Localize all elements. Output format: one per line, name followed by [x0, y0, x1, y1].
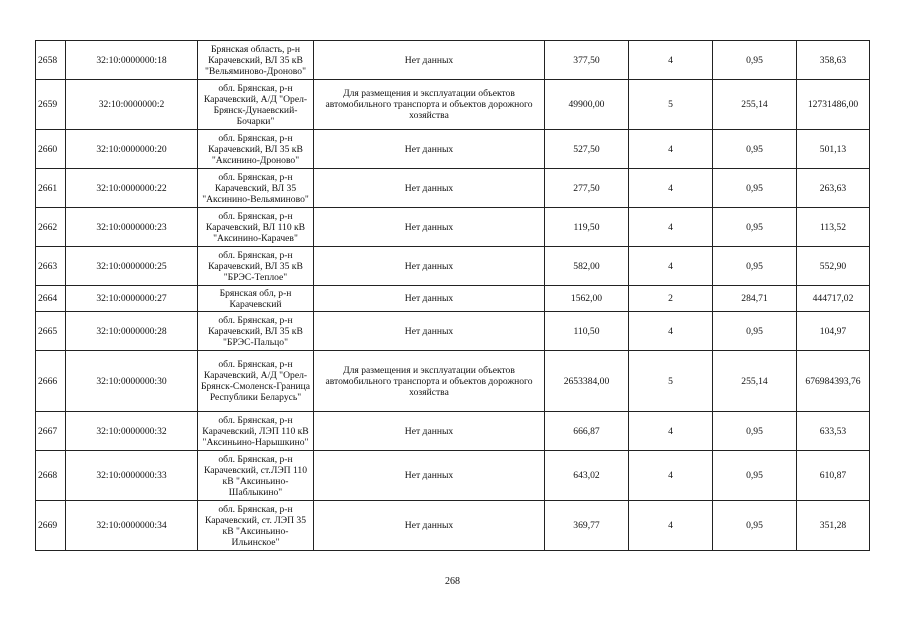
row-id: 2669: [36, 501, 66, 551]
area: 1562,00: [545, 286, 629, 312]
address: Брянская обл, р-н Карачевский: [198, 286, 314, 312]
cadastral-number: 32:10:0000000:30: [66, 351, 198, 412]
area: 377,50: [545, 41, 629, 80]
cadastral-value: 633,53: [797, 412, 870, 451]
row-id: 2666: [36, 351, 66, 412]
address: обл. Брянская, р-н Карачевский, ВЛ 35 кВ "БРЭС-Пальцо": [198, 312, 314, 351]
permitted-use: Нет данных: [314, 312, 545, 351]
rate: 0,95: [713, 451, 797, 501]
address: обл. Брянская, р-н Карачевский, ЛЭП 110 кВ "Аксиньино-Нарышкино": [198, 412, 314, 451]
cadastral-value: 444717,02: [797, 286, 870, 312]
permitted-use: Нет данных: [314, 208, 545, 247]
rate: 255,14: [713, 80, 797, 130]
group: 4: [629, 247, 713, 286]
rate: 0,95: [713, 169, 797, 208]
cadastral-number: 32:10:0000000:20: [66, 130, 198, 169]
address: обл. Брянская, р-н Карачевский, А/Д "Орел-Брянск-Смоленск-Граница Республики Беларусь": [198, 351, 314, 412]
cadastral-value: 113,52: [797, 208, 870, 247]
rate: 0,95: [713, 208, 797, 247]
permitted-use: Нет данных: [314, 130, 545, 169]
table-row: [36, 247, 870, 286]
table-row: [36, 412, 870, 451]
permitted-use: Нет данных: [314, 286, 545, 312]
cadastral-number: 32:10:0000000:27: [66, 286, 198, 312]
area: 666,87: [545, 412, 629, 451]
cadastral-value: 104,97: [797, 312, 870, 351]
cadastral-number: 32:10:0000000:28: [66, 312, 198, 351]
address: обл. Брянская, р-н Карачевский, ВЛ 35 "Аксинино-Вельяминово": [198, 169, 314, 208]
area: 643,02: [545, 451, 629, 501]
row-id: 2664: [36, 286, 66, 312]
permitted-use: Нет данных: [314, 169, 545, 208]
cadastral-number: 32:10:0000000:25: [66, 247, 198, 286]
row-id: 2658: [36, 41, 66, 80]
row-id: 2663: [36, 247, 66, 286]
address: Брянская область, р-н Карачевский, ВЛ 35 кВ "Вельяминово-Дроново": [198, 41, 314, 80]
rate: 284,71: [713, 286, 797, 312]
page-number: 268: [445, 576, 460, 587]
table-row: [36, 130, 870, 169]
cadastral-value-table: [35, 40, 870, 551]
rate: 0,95: [713, 247, 797, 286]
cadastral-value: 501,13: [797, 130, 870, 169]
address: обл. Брянская, р-н Карачевский, А/Д "Орел-Брянск-Дунаевский-Бочарки": [198, 80, 314, 130]
table-row: [36, 208, 870, 247]
cadastral-number: 32:10:0000000:2: [66, 80, 198, 130]
area: 119,50: [545, 208, 629, 247]
row-id: 2667: [36, 412, 66, 451]
group: 4: [629, 208, 713, 247]
address: обл. Брянская, р-н Карачевский, ВЛ 35 кВ "БРЭС-Теплое": [198, 247, 314, 286]
row-id: 2668: [36, 451, 66, 501]
cadastral-number: 32:10:0000000:34: [66, 501, 198, 551]
rate: 0,95: [713, 312, 797, 351]
group: 4: [629, 312, 713, 351]
table-row: [36, 80, 870, 130]
table-row: [36, 286, 870, 312]
area: 49900,00: [545, 80, 629, 130]
cadastral-number: 32:10:0000000:33: [66, 451, 198, 501]
rate: 0,95: [713, 130, 797, 169]
permitted-use: Для размещения и эксплуатации объектов автомобильного транспорта и объектов дорожного хозяйства: [314, 351, 545, 412]
area: 277,50: [545, 169, 629, 208]
area: 527,50: [545, 130, 629, 169]
permitted-use: Нет данных: [314, 41, 545, 80]
permitted-use: Для размещения и эксплуатации объектов автомобильного транспорта и объектов дорожного хозяйства: [314, 80, 545, 130]
permitted-use: Нет данных: [314, 247, 545, 286]
permitted-use: Нет данных: [314, 412, 545, 451]
area: 2653384,00: [545, 351, 629, 412]
rate: 0,95: [713, 501, 797, 551]
cadastral-number: 32:10:0000000:22: [66, 169, 198, 208]
row-id: 2659: [36, 80, 66, 130]
cadastral-number: 32:10:0000000:32: [66, 412, 198, 451]
table-row: [36, 312, 870, 351]
cadastral-value: 552,90: [797, 247, 870, 286]
table-row: [36, 351, 870, 412]
area: 582,00: [545, 247, 629, 286]
table-row: [36, 41, 870, 80]
table-body: [36, 41, 870, 551]
address: обл. Брянская, р-н Карачевский, ст. ЛЭП 35 кВ "Аксиньино-Ильинское": [198, 501, 314, 551]
table-row: [36, 169, 870, 208]
group: 4: [629, 412, 713, 451]
group: 4: [629, 169, 713, 208]
rate: 0,95: [713, 412, 797, 451]
permitted-use: Нет данных: [314, 451, 545, 501]
cadastral-number: 32:10:0000000:23: [66, 208, 198, 247]
cadastral-value: 263,63: [797, 169, 870, 208]
permitted-use: Нет данных: [314, 501, 545, 551]
area: 110,50: [545, 312, 629, 351]
row-id: 2661: [36, 169, 66, 208]
group: 4: [629, 501, 713, 551]
group: 4: [629, 451, 713, 501]
address: обл. Брянская, р-н Карачевский, ст.ЛЭП 110 кВ "Аксиньино-Шаблыкино": [198, 451, 314, 501]
cadastral-value: 610,87: [797, 451, 870, 501]
table-row: [36, 501, 870, 551]
address: обл. Брянская, р-н Карачевский, ВЛ 35 кВ "Аксинино-Дроново": [198, 130, 314, 169]
table-row: [36, 451, 870, 501]
area: 369,77: [545, 501, 629, 551]
cadastral-value: 676984393,76: [797, 351, 870, 412]
cadastral-value: 351,28: [797, 501, 870, 551]
group: 5: [629, 351, 713, 412]
rate: 255,14: [713, 351, 797, 412]
row-id: 2660: [36, 130, 66, 169]
row-id: 2662: [36, 208, 66, 247]
group: 5: [629, 80, 713, 130]
group: 4: [629, 130, 713, 169]
row-id: 2665: [36, 312, 66, 351]
cadastral-value: 12731486,00: [797, 80, 870, 130]
cadastral-number: 32:10:0000000:18: [66, 41, 198, 80]
rate: 0,95: [713, 41, 797, 80]
group: 2: [629, 286, 713, 312]
address: обл. Брянская, р-н Карачевский, ВЛ 110 кВ "Аксинино-Карачев": [198, 208, 314, 247]
group: 4: [629, 41, 713, 80]
cadastral-value: 358,63: [797, 41, 870, 80]
